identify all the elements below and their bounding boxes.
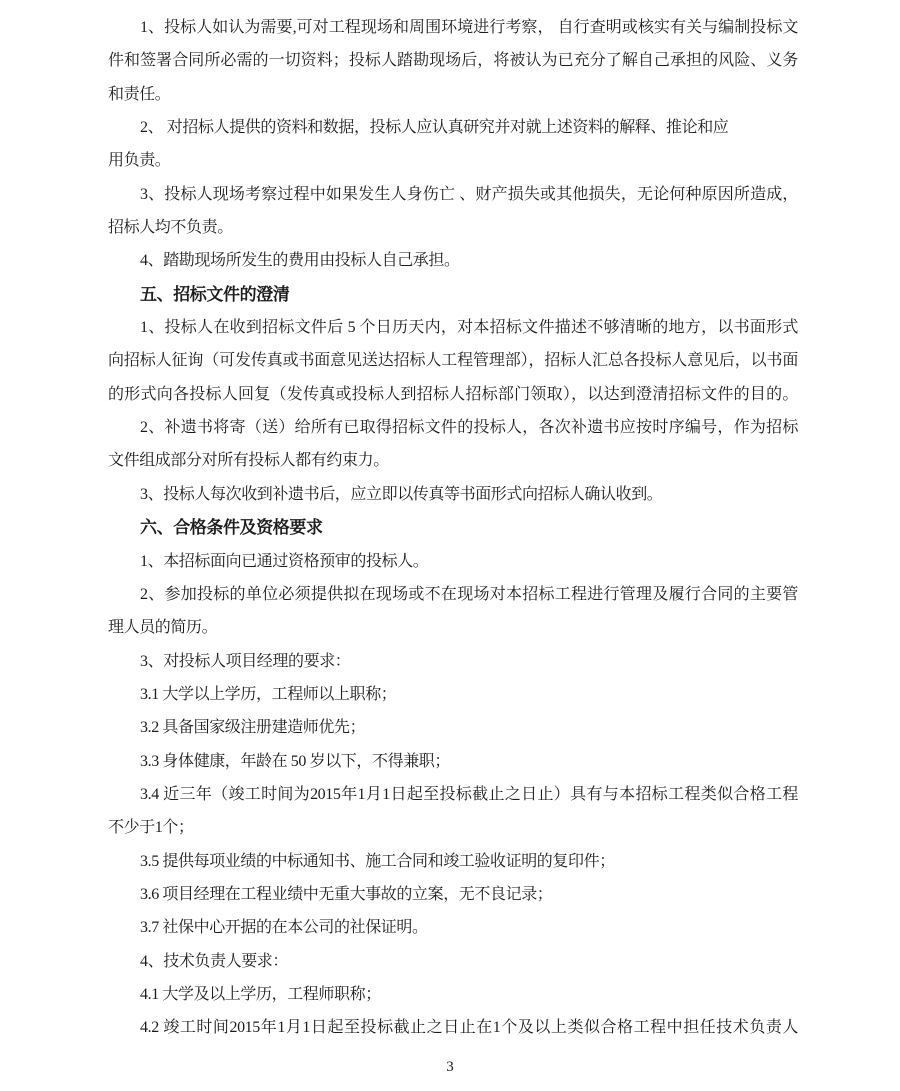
text-line: 4.2 竣工时间2015年1月1日起至投标截止之日止在1个及以上类似合格工程中担任技术负责人 — [140, 1019, 798, 1037]
text-line: 4、踏勘现场所发生的费用由投标人自己承担。 — [140, 252, 460, 270]
text-line: 招标人均不负责。 — [108, 219, 233, 237]
text-line: 3.7 社保中心开据的在本公司的社保证明。 — [140, 919, 428, 937]
text-line: 4.1 大学及以上学历，工程师职称； — [140, 985, 381, 1003]
text-line: 理人员的简历。 — [108, 619, 218, 637]
text-line: 3.6 项目经理在工程业绩中无重大事故的立案，无不良记录； — [140, 885, 553, 903]
text-line: 1、投标人如认为需要,可对工程现场和周围环境进行考察， 自行查明或核实有关与编制投标文 — [140, 19, 798, 36]
section-heading: 六、合格条件及资格要求 — [140, 518, 323, 538]
text-line: 4、技术负责人要求： — [140, 952, 289, 970]
text-line: 2、 对招标人提供的资料和数据，投标人应认真研究并对就上述资料的解释、推论和应 — [140, 119, 729, 137]
text-line: 3.4 近三年（竣工时间为2015年1月1日起至投标截止之日止）具有与本招标工程类似合格工程 — [140, 785, 798, 803]
text-line: 3.1 大学以上学历，工程师以上职称； — [140, 685, 397, 703]
text-line: 3、投标人现场考察过程中如果发生人身伤亡 、财产损失或其他损失，无论何种原因所造成， — [140, 185, 798, 203]
text-line: 文件组成部分对所有投标人都有约束力。 — [108, 452, 389, 470]
text-line: 2、参加投标的单位必须提供拟在现场或不在现场对本招标工程进行管理及履行合同的主要管 — [140, 585, 798, 603]
section-heading: 五、招标文件的澄清 — [140, 284, 290, 304]
text-line: 1、投标人在收到招标文件后 5 个日历天内，对本招标文件描述不够清晰的地方，以书面形式 — [140, 319, 798, 337]
text-line: 不少于1个； — [108, 819, 194, 837]
text-line: 3、投标人每次收到补遗书后，应立即以传真等书面形式向招标人确认收到。 — [140, 485, 663, 503]
text-line: 的形式向各投标人回复（发传真或投标人到招标人招标部门领取），以达到澄清招标文件的目的。 — [108, 385, 798, 403]
text-line: 3.3 身体健康，年龄在 50 岁以下，不得兼职； — [140, 752, 451, 770]
page-number: 3 — [446, 1059, 454, 1075]
text-line: 和责任。 — [108, 85, 171, 103]
text-line: 向招标人征询（可发传真或书面意见送达招标人工程管理部），招标人汇总各投标人意见后，以书面 — [108, 352, 798, 370]
text-line: 件和签署合同所必需的一切资料；投标人踏勘现场后，将被认为已充分了解自己承担的风险、义务 — [108, 52, 798, 70]
document-body — [108, 11, 798, 1045]
text-line: 3.5 提供每项业绩的中标通知书、施工合同和竣工验收证明的复印件； — [140, 852, 615, 870]
text-line: 3.2 具备国家级注册建造师优先； — [140, 719, 366, 737]
text-line: 1、本招标面向已通过资格预审的投标人。 — [140, 552, 429, 570]
text-line: 2、补遗书将寄（送）给所有已取得招标文件的投标人，各次补遗书应按时序编号，作为招标 — [140, 419, 798, 437]
text-line: 3、对投标人项目经理的要求： — [140, 652, 351, 670]
page-footer — [0, 1058, 900, 1076]
text-line: 用负责。 — [108, 152, 171, 170]
